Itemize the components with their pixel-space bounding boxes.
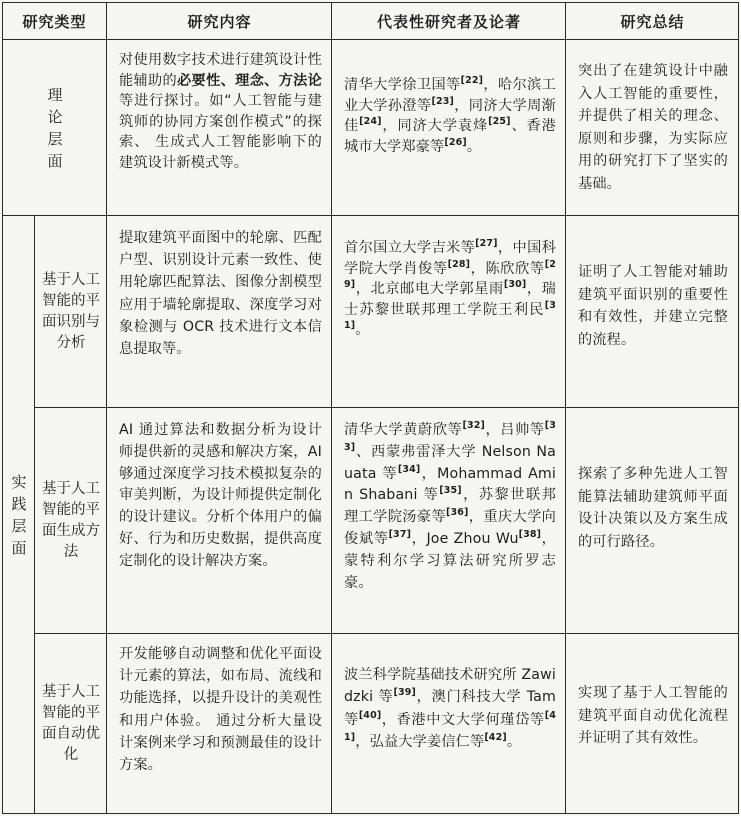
category-practice: 实践层面	[11, 472, 27, 557]
optimization-summary: 实现了基于人工智能的建筑平面自动优化流程并证明了其有效性。	[578, 685, 728, 747]
optimization-content: 开发能够自动调整和优化平面设计元素的算法，如布局、流线和功能选择，以提升设计的美观性和用户体验。 通过分析大量设计案例来学习和预测最佳的设计方案。	[119, 646, 322, 774]
recognition-researchers: 首尔国立大学吉米等[27]，中国科学院大学肖俊等[28]，陈欣欣等[29]，北京邮电大学郭星雨[30]，瑞士苏黎世联邦理工学院王利民[31]。	[344, 238, 556, 339]
header-summary: 研究总结	[620, 12, 685, 31]
recognition-content: 提取建筑平面图中的轮廓、匹配户型、识别设计元素一致性、使用轮廓匹配算法、图像分割模型应用于墙轮廓提取、深度学习对象检测与 OCR 技术进行文本信息提取等。	[119, 230, 322, 358]
subcategory-generation: 基于人工智能的平面生成方法	[42, 480, 100, 560]
subcategory-recognition: 基于人工智能的平面识别与分析	[42, 271, 100, 351]
header-researchers: 代表性研究者及论著	[376, 12, 521, 31]
header-research-content: 研究内容	[187, 12, 252, 31]
header-research-type: 研究类型	[22, 12, 87, 31]
generation-summary: 探索了多种先进人工智能算法辅助建筑师平面设计决策以及方案生成的可行路径。	[578, 466, 728, 550]
generation-content: AI 通过算法和数据分析为设计师提供新的灵感和解决方案，AI 够通过深度学习技术模拟复杂的审美判断，为设计师提供定制化的设计建议。分析个体用户的偏好、行为和历史数据，提供高度定制化的设计解决方案。	[119, 422, 322, 569]
category-theory: 理论层面	[47, 85, 63, 170]
subcategory-optimization: 基于人工智能的平面自动优化	[42, 683, 100, 763]
recognition-summary: 证明了人工智能对辅助建筑平面识别的重要性和有效性，并建立完整的流程。	[578, 264, 728, 348]
theory-researchers: 清华大学徐卫国等[22]，哈尔滨工业大学孙澄等[23]，同济大学周渐佳[24]，同济大学袁烽[25]、香港城市大学郑豪等[26]。	[344, 75, 556, 155]
optimization-researchers: 波兰科学院基础技术研究所 Zawidzki 等[39]，澳门科技大学 Tam 等[40]，香港中文大学何瑾岱等[41]，弘益大学姜信仁等[42]。	[344, 667, 556, 751]
theory-summary: 突出了在建筑设计中融入人工智能的重要性，并提供了相关的理念、原则和步骤，为实际应用的研究打下了坚实的基础。	[578, 63, 728, 192]
theory-content: 对使用数字技术进行建筑设计性能辅助的必要性、理念、方法论等进行探讨。如“人工智能与建筑师的协同方案创作模式”的探索、 生成式人工智能影响下的建筑设计新模式等。	[119, 52, 322, 171]
generation-researchers: 清华大学黄蔚欣等[32]，吕帅等[33]、西蒙弗雷泽大学 Nelson Nauata 等[34]，Mohammad Amin Shabani 等[35]，苏黎世联邦理工学院汤豪等[36]，重庆大学向俊斌等[37]，Joe Zhou Wu[38]，蒙特利尔学习算法研究所罗志豪。	[344, 420, 557, 591]
research-table	[2, 2, 739, 814]
